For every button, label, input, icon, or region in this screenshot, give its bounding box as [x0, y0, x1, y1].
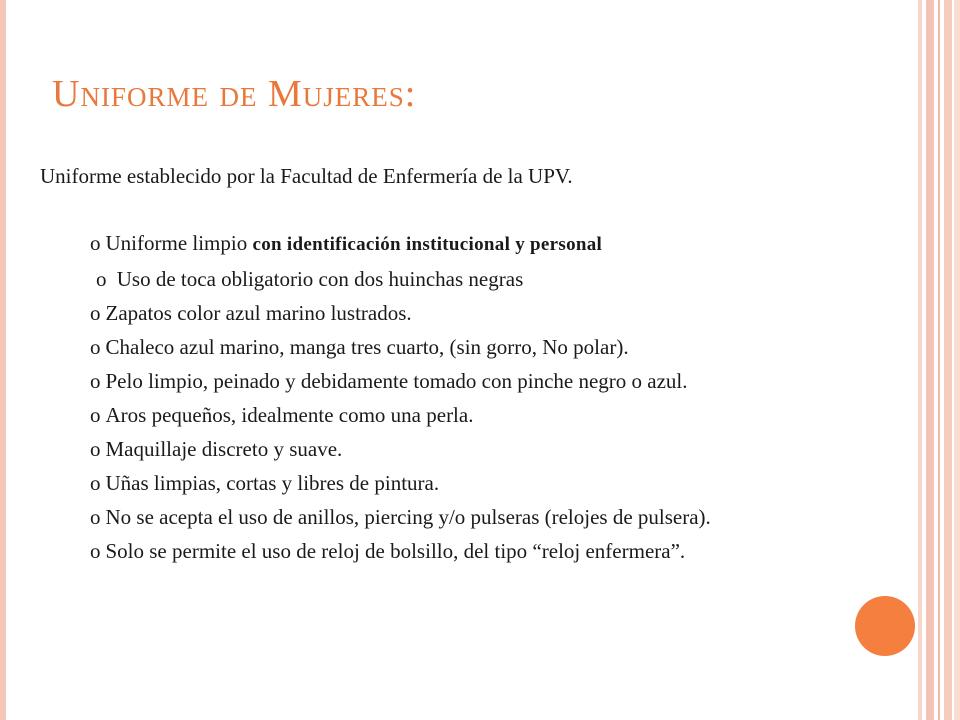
list-item [90, 500, 934, 534]
item-text: Uso de toca obligatorio con dos huinchas negras [116, 267, 524, 291]
item-text: Maquillaje discreto y suave. [105, 437, 343, 461]
uniform-rules-list [90, 226, 955, 568]
slide-title: Uniforme de Mujeres: [52, 73, 417, 115]
item-text: Zapatos color azul marino lustrados. [105, 301, 412, 325]
list-item [90, 330, 955, 364]
bullet-marker: o [90, 505, 101, 529]
item-bold-text: con identificación institucional y personal [252, 234, 603, 255]
list-item [90, 534, 955, 568]
item-text: Solo se permite el uso de reloj de bolsillo, del tipo “reloj enfermera”. [105, 539, 686, 563]
list-item [90, 466, 955, 500]
list-item [90, 364, 955, 398]
left-border [0, 0, 6, 720]
item-text: No se acepta el uso de anillos, piercing y/o pulseras (relojes de pulsera). [105, 505, 711, 529]
bullet-marker: o [90, 539, 101, 563]
bullet-marker: o [90, 301, 101, 325]
bullet-marker: o [90, 335, 101, 359]
bullet-marker: o [90, 231, 101, 255]
item-text: Chaleco azul marino, manga tres cuarto, (sin gorro, No polar). [105, 335, 629, 359]
list-item [90, 398, 955, 432]
bullet-marker: o [90, 437, 101, 461]
bullet-marker: o [96, 267, 107, 291]
item-text: Aros pequeños, idealmente como una perla. [105, 403, 474, 427]
bullet-marker: o [90, 403, 101, 427]
list-item [96, 262, 955, 296]
list-item [90, 432, 955, 466]
intro-text: Uniforme establecido por la Facultad de Enfermería de la UPV. [40, 164, 573, 188]
bullet-marker: o [90, 471, 101, 495]
item-text: Uniforme limpio [105, 231, 253, 255]
item-text: Pelo limpio, peinado y debidamente tomado con pinche negro o azul. [105, 369, 688, 393]
list-item [90, 296, 955, 330]
decorative-circle [855, 596, 915, 656]
bullet-marker: o [90, 369, 101, 393]
item-text: Uñas limpias, cortas y libres de pintura. [105, 471, 440, 495]
list-item [90, 226, 955, 262]
